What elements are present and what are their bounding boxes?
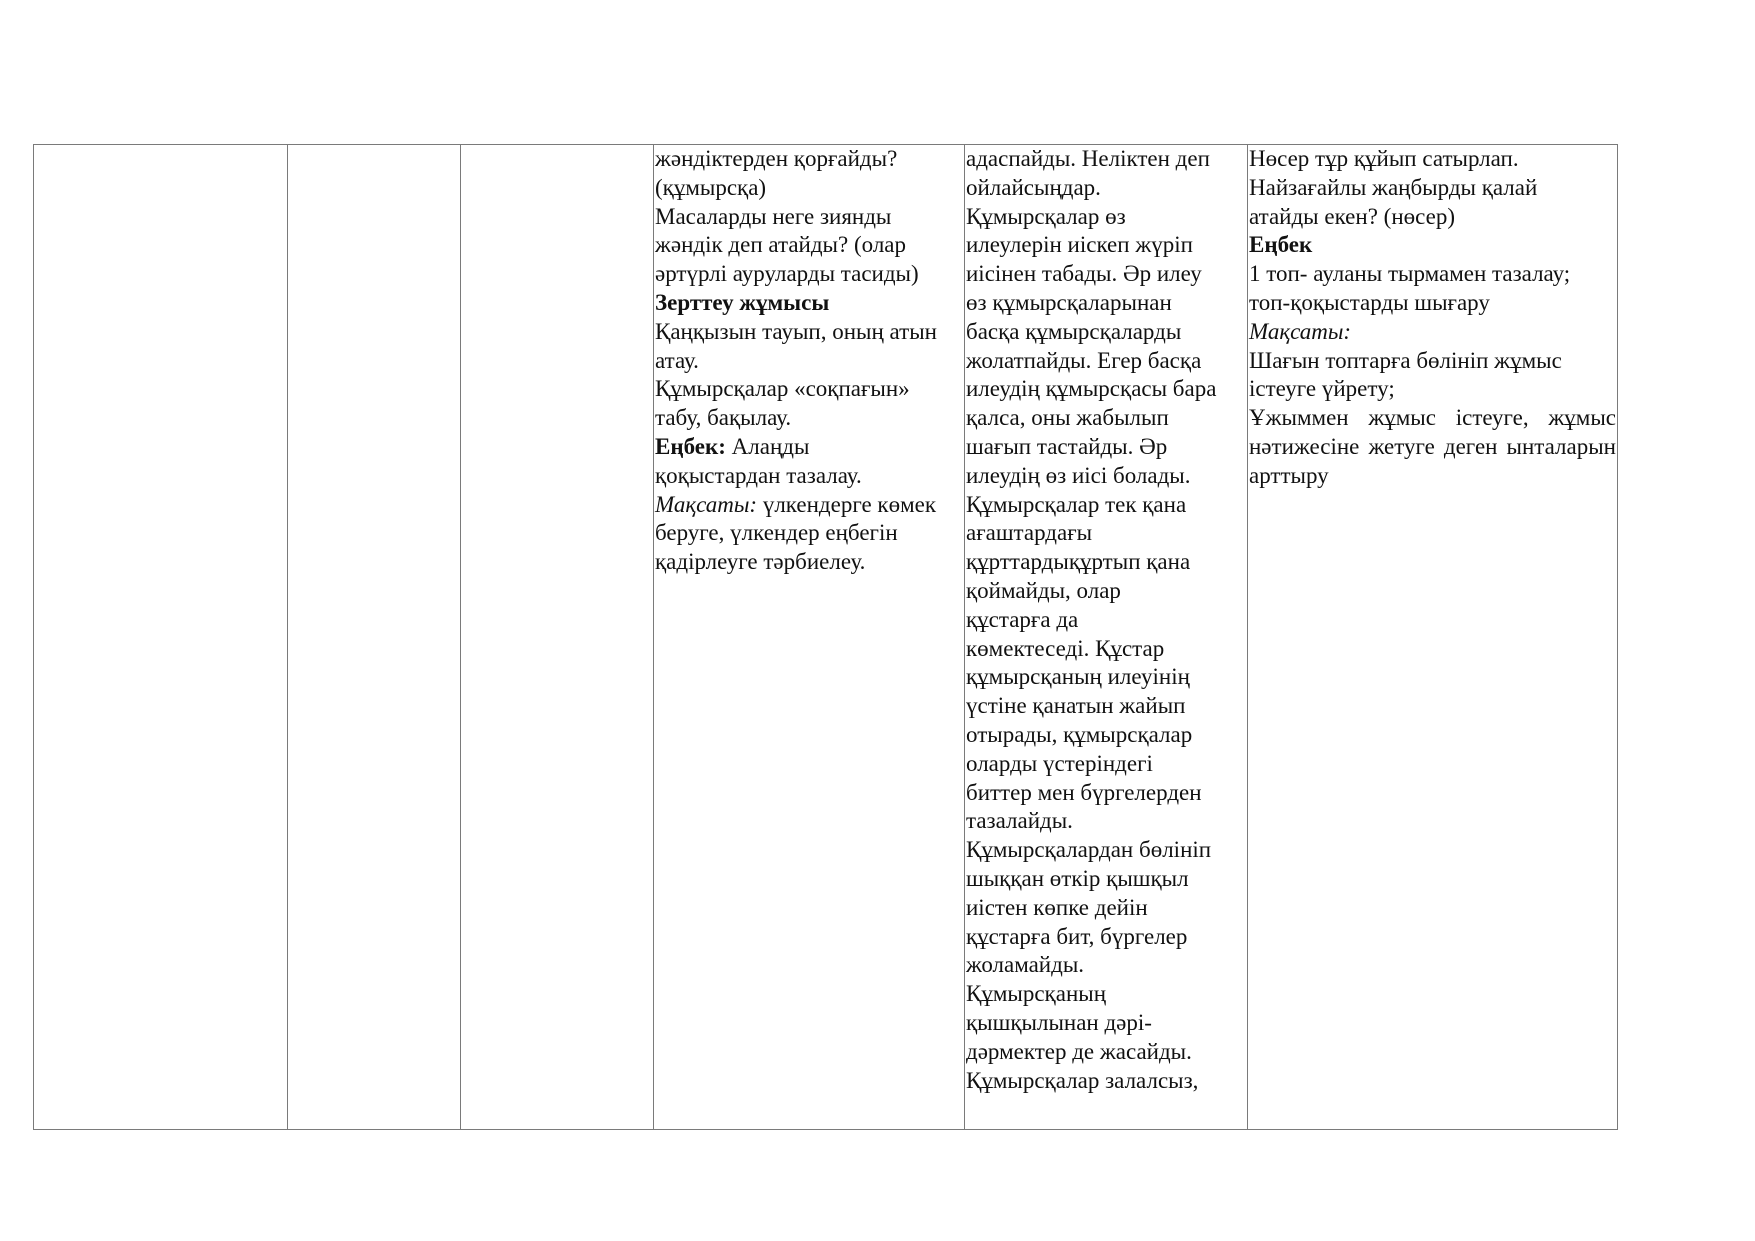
- empty-cell-3: [461, 145, 654, 1130]
- text-line: беруге, үлкендер еңбегін: [655, 520, 898, 546]
- text-line: көмектеседі. Құстар: [966, 635, 1165, 661]
- text-line: қоқыстардан тазалау.: [655, 462, 862, 488]
- research-heading: Зерттеу жұмысы: [655, 289, 830, 315]
- text-line: жоламайды.: [966, 952, 1085, 978]
- empty-cell-1: [34, 145, 288, 1130]
- goal-label: Мақсаты:: [1249, 318, 1352, 344]
- text-line: атайды екен? (нөсер): [1249, 203, 1455, 229]
- text-line: атау.: [655, 347, 699, 373]
- activity-cell-labor: [1248, 145, 1618, 1130]
- text-line: Құмырсқаның: [966, 981, 1107, 1007]
- text-line: Құмырсқалар өз: [966, 203, 1126, 229]
- goal-label: Мақсаты:: [655, 491, 758, 517]
- goal-text: үлкендерге көмек: [757, 491, 937, 517]
- text-line: ағаштардағы: [966, 520, 1093, 546]
- text-line: Найзағайлы жаңбырды қалай: [1249, 174, 1538, 200]
- text-line: құрттардықұртып қана: [966, 549, 1191, 575]
- text-line: Қаңқызын тауып, оның атын: [655, 318, 937, 344]
- text-line: топ-қоқыстарды шығару: [1249, 289, 1490, 315]
- text-line: жәндік деп атайды? (олар: [655, 232, 907, 258]
- text-line: тазалайды.: [966, 808, 1073, 834]
- empty-cell-2: [288, 145, 461, 1130]
- text-line: құмырсқаның илеуінің: [966, 664, 1190, 690]
- text-line: дәрмектер де жасайды.: [966, 1038, 1192, 1064]
- text-line: Нөсер тұр құйып сатырлап.: [1249, 146, 1519, 171]
- text-line: қышқылынан дәрі-: [966, 1009, 1152, 1035]
- text-line: илеудің өз иісі болады.: [966, 462, 1191, 488]
- text-line: істеуге үйрету;: [1249, 376, 1395, 402]
- text-line: (құмырсқа): [655, 174, 767, 200]
- justified-paragraph: Ұжыммен жұмыс істеуге, жұмыс нәтижесіне жетуге деген ынталарын арттыру: [1249, 405, 1616, 488]
- text-line: үстіне қанатын жайып: [966, 693, 1186, 719]
- text-line: басқа құмырсқаларды: [966, 318, 1182, 344]
- text-line: жәндіктерден қорғайды?: [655, 146, 898, 171]
- text-line: илеудің құмырсқасы бара: [966, 376, 1217, 402]
- goal-line: [655, 491, 963, 520]
- text-line: құстарға да: [966, 606, 1079, 632]
- text-line: ойлайсыңдар.: [966, 174, 1101, 200]
- text-line: өз құмырсқаларынан: [966, 289, 1172, 315]
- text-line: Құмырсқалар тек қана: [966, 491, 1187, 517]
- text-line: оларды үстеріндегі: [966, 750, 1153, 776]
- text-line: илеулерін иіскеп жүріп: [966, 232, 1193, 258]
- text-line: табу, бақылау.: [655, 405, 792, 431]
- text-line: қоймайды, олар: [966, 577, 1121, 603]
- text-line: шағып тастайды. Әр: [966, 433, 1168, 459]
- activity-cell-observation: [654, 145, 965, 1130]
- text-line: құстарға бит, бүргелер: [966, 923, 1188, 949]
- text-line: адаспайды. Неліктен деп: [966, 146, 1210, 171]
- text-line: қадірлеуге тәрбиелеу.: [655, 549, 866, 575]
- labor-heading: Еңбек: [1249, 232, 1313, 258]
- lesson-plan-table: [33, 144, 1618, 1130]
- text-line: иістен көпке дейін: [966, 894, 1148, 920]
- text-line: шыққан өткір қышқыл: [966, 865, 1189, 891]
- text-line: Құмырсқалар залалсыз,: [966, 1067, 1199, 1093]
- labor-label: Еңбек:: [655, 433, 726, 459]
- text-line: отырады, құмырсқалар: [966, 721, 1193, 747]
- labor-line: [655, 433, 963, 462]
- text-line: жолатпайды. Егер басқа: [966, 347, 1202, 373]
- text-line: Шағын топтарға бөлініп жұмыс: [1249, 347, 1562, 373]
- text-line: әртүрлі ауруларды тасиды): [655, 261, 919, 287]
- text-line: биттер мен бүргелерден: [966, 779, 1202, 805]
- activity-cell-explanation: [965, 145, 1248, 1130]
- text-line: Құмырсқалар «соқпағын»: [655, 376, 910, 402]
- text-line: қалса, оны жабылып: [966, 405, 1169, 431]
- text-line: иісінен табады. Әр илеу: [966, 261, 1202, 287]
- text-line: Құмырсқалардан бөлініп: [966, 837, 1212, 863]
- text-line: Масаларды неге зиянды: [655, 203, 892, 229]
- text-line: 1 топ- ауланы тырмамен тазалау;: [1249, 261, 1571, 287]
- table-row: [34, 145, 1618, 1130]
- labor-text: Алаңды: [725, 433, 810, 459]
